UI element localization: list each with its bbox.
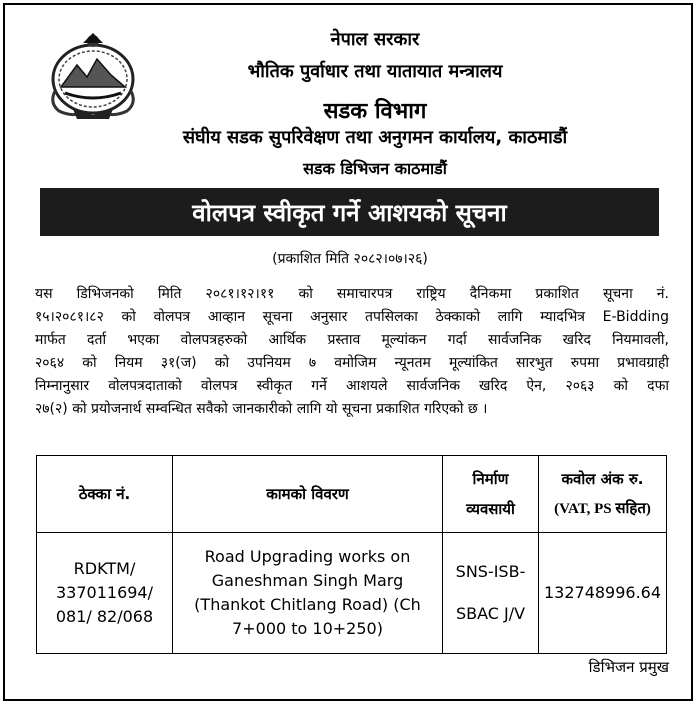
body-line: १५।२०८१।८२ को वोलपत्र आव्हान सूचना अनुसार तपसिलका ठेक्काको लागि म्यादभित्र E-Bidding [35, 309, 669, 325]
work-description-line: Ganeshman Singh Marg [211, 571, 404, 590]
contract-no-line: 081/ 82/068 [55, 607, 154, 626]
work-description-line: (Thankot Chitlang Road) (Ch [194, 595, 421, 614]
contract-no-line: RDKTM/ [73, 559, 136, 578]
table-row [37, 533, 667, 654]
builder-line: SNS-ISB- [455, 562, 526, 581]
government-title: नेपाल सरकार [330, 29, 420, 50]
cell-builder [443, 533, 539, 654]
contract-table [36, 455, 667, 654]
signature-label: डिभिजन प्रमुख [588, 658, 669, 676]
header-builder-line1: निर्माण [472, 470, 509, 488]
work-description-line: 7+000 to 10+250) [232, 619, 383, 638]
body-line: यस डिभिजनको मिति २०८१।१२।११ को समाचारपत्र राष्ट्रिय दैनिकमा प्रकाशित सूचना नं. [35, 286, 669, 302]
header-bid-amount-line2: (VAT, PS सहित) [554, 501, 651, 517]
header-builder-line2: व्यवसायी [466, 500, 515, 518]
office-title: संघीय सडक सुपरिवेक्षण तथा अनुगमन कार्यालय, काठमाडौं [182, 127, 568, 148]
header-contract-no: ठेक्का नं. [37, 456, 173, 533]
body-line: २७(२) को प्रयोजनार्थ सम्वन्धित सवैको जानकारीको लागि यो सूचना प्रकाशित गरिएको छ । [35, 401, 488, 417]
header-builder [443, 456, 539, 533]
ministry-title: भौतिक पुर्वाधार तथा यातायात मन्त्रालय [247, 61, 503, 82]
work-description-line: Road Upgrading works on [204, 547, 411, 566]
table-header-row [37, 456, 667, 533]
header-bid-amount-line1: कवोल अंक रु. [561, 470, 644, 488]
builder-line: SBAC J/V [455, 604, 526, 623]
published-date: (प्रकाशित मिति २०८२।०७।२६) [272, 251, 428, 267]
cell-work-description [173, 533, 443, 654]
body-line: २०६४ को नियम ३१(ज) को उपनियम ७ वमोजिम न्यूनतम मूल्यांकित सारभुत रुपमा प्रभावग्राही [35, 355, 669, 371]
nepal-government-emblem-icon [43, 29, 143, 121]
header-bid-amount [539, 456, 667, 533]
notice-title-banner: वोलपत्र स्वीकृत गर्ने आशयको सूचना [40, 188, 659, 236]
cell-bid-amount: 132748996.64 [539, 533, 667, 654]
cell-contract-no [37, 533, 173, 654]
body-line: निम्नानुसार वोलपत्रदाताको वोलपत्र स्वीकृत गर्ने आशयले सार्वजनिक खरिद ऐन, २०६३ को दफा [35, 378, 669, 394]
notice-page [3, 3, 693, 701]
body-line: मार्फत दर्ता भएका वोलपत्रहरुको आर्थिक प्रस्ताव मूल्यांकन गर्दा सार्वजनिक खरिद नियमावली, [35, 332, 669, 348]
header-work-description: कामको विवरण [173, 456, 443, 533]
contract-no-line: 337011694/ [55, 583, 153, 602]
division-title: सडक डिभिजन काठमाडौं [303, 159, 447, 178]
department-title: सडक विभाग [323, 99, 427, 124]
notice-body [35, 283, 669, 421]
